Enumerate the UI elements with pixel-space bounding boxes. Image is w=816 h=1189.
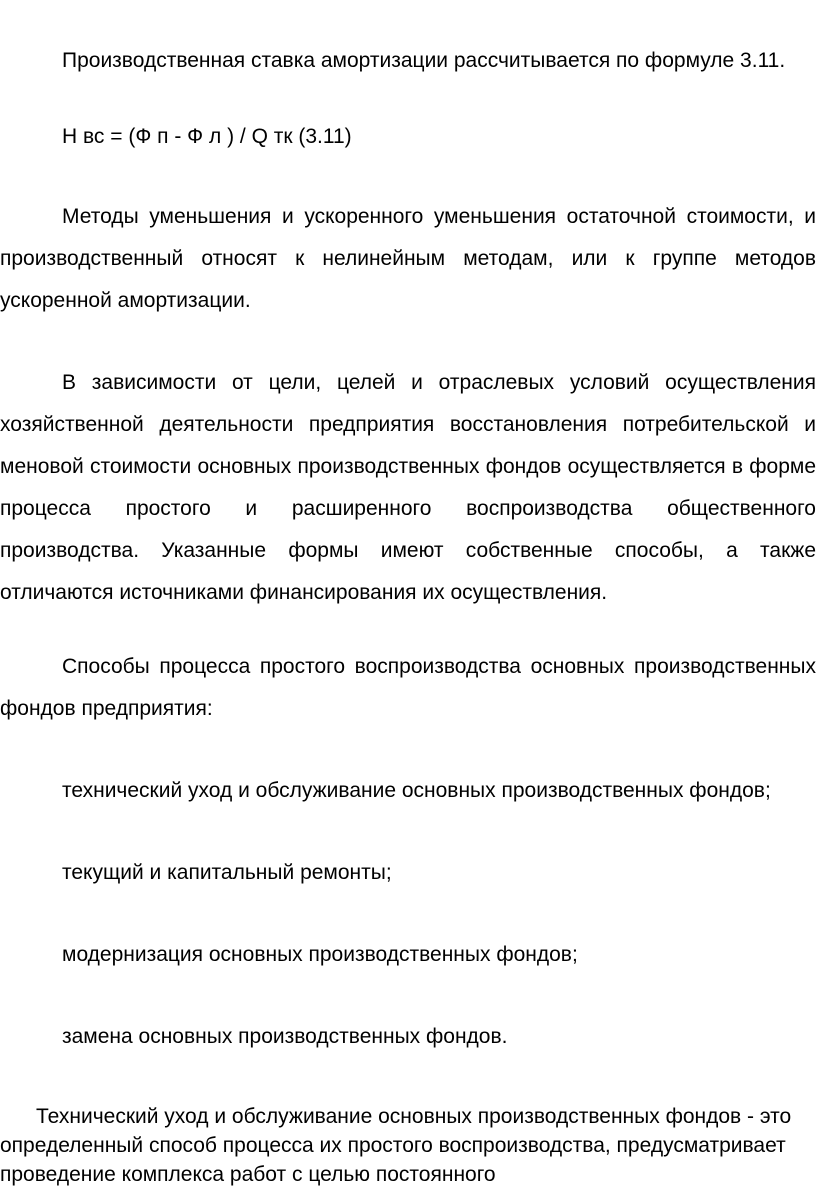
paragraph-rate-formula-intro: Производственная ставка амортизации рассчитывается по формуле 3.11. (62, 49, 786, 72)
list-item-replacement: замена основных производственных фондов. (62, 1025, 508, 1048)
formula-line: Н вс = (Ф п - Ф л ) / Q тк (3.11) (62, 125, 352, 148)
list-item-modernization: модернизация основных производственных фондов; (62, 943, 578, 966)
paragraph-reproduction-forms: В зависимости от цели, целей и отраслевых условий осуществления хозяйственной деятельности предприятия восстановления потребительской и меновой стоимости основных производственных фондов осуществляется в форме процесса простого и расширенного воспроизводства общественного производства. Указанные формы имеют собственные способы, а также отличаются источниками финансирования их осуществления. (0, 371, 816, 604)
list-item-maintenance: технический уход и обслуживание основных производственных фондов; (62, 779, 771, 802)
paragraph-nonlinear-methods: Методы уменьшения и ускоренного уменьшения остаточной стоимости, и производственный относят к нелинейным методам, или к группе методов ускоренной амортизации. (0, 205, 816, 312)
paragraph-maintenance-definition: Технический уход и обслуживание основных производственных фондов - это определенный способ процесса их простого воспроизводства, предусматривает проведение комплекса работ с целью постоянного (0, 1105, 792, 1186)
list-item-repairs: текущий и капитальный ремонты; (62, 861, 392, 884)
paragraph-simple-reproduction-methods: Способы процесса простого воспроизводства основных производственных фондов предприятия: (0, 655, 816, 720)
